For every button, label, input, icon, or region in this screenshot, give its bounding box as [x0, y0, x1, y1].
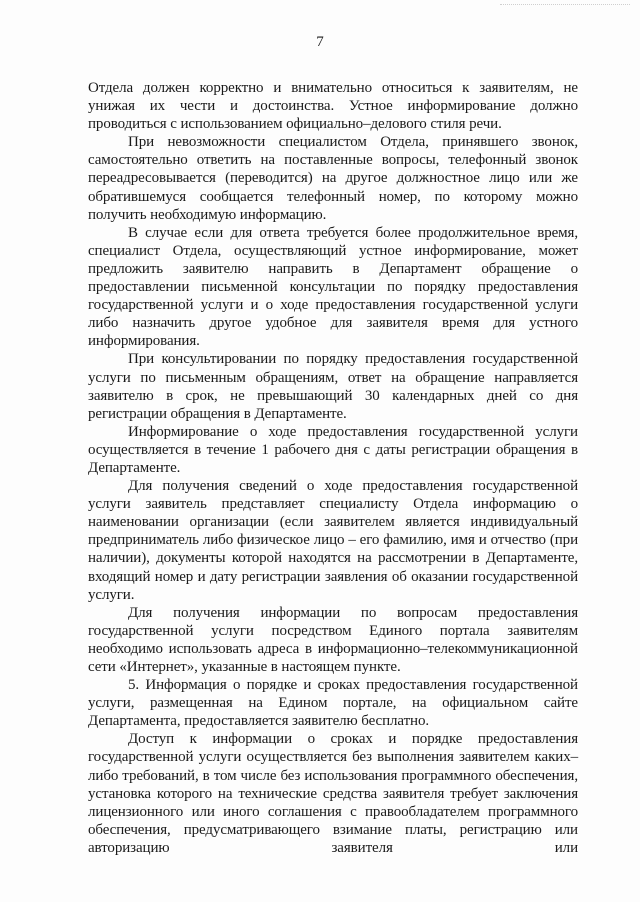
- paragraph-2: При невозможности специалистом Отдела, принявшего звонок, самостоятельно ответить на поставленные вопросы, телефонный звонок переадресовывается (переводится) на другое должностное лицо или же обратившемуся сообщается телефонный номер, по которому можно получить необходимую информацию.: [88, 134, 578, 223]
- paragraph-6: Для получения сведений о ходе предоставления государственной услуги заявитель представляет специалисту Отдела информацию о наименовании организации (если заявителем является индивидуальный предприниматель либо физическое лицо – его фамилию, имя и отчество (при наличии), документы которой находятся на рассмотрении в Департаменте, входящий номер и дату регистрации заявления об оказании государственной услуги.: [88, 478, 578, 603]
- document-body: [88, 79, 578, 857]
- scan-artifact: [500, 4, 630, 7]
- paragraph-5: Информирование о ходе предоставления государственной услуги осуществляется в течение 1 рабочего дня с даты регистрации обращения в Департаменте.: [88, 423, 578, 476]
- paragraph-9: Доступ к информации о сроках и порядке предоставления государственной услуги осуществляется без выполнения заявителем каких–либо требований, в том числе без использования программного обеспечения, установка которого на технические средства заявителя требует заключения лицензионного или иного соглашения с правообладателем программного обеспечения, предусматривающего взимание платы, регистрацию или авторизацию заявителя или: [88, 731, 578, 856]
- paragraph-3: В случае если для ответа требуется более продолжительное время, специалист Отдела, осуществляющий устное информирование, может предложить заявителю направить в Департамент обращение о предоставлении письменной консультации по порядку предоставления государственной услуги и о ходе предоставления государственной услуги либо назначить другое удобное для заявителя время для устного информирования.: [88, 224, 578, 350]
- paragraph-1: Отдела должен корректно и внимательно относиться к заявителям, не унижая их чести и достоинства. Устное информирование должно проводиться с использованием официально–делового стиля речи.: [88, 80, 578, 133]
- paragraph-7: Для получения информации по вопросам предоставления государственной услуги посредством Единого портала заявителям необходимо использовать адреса в информационно–телекоммуникационной сети «Интернет», указанные в настоящем пункте.: [88, 604, 578, 675]
- paragraph-4: При консультировании по порядку предоставления государственной услуги по письменным обращениям, ответ на обращение направляется заявителю в срок, не превышающий 30 календарных дней со дня регистрации обращения в Департаменте.: [88, 351, 578, 422]
- paragraph-8: 5. Информация о порядке и сроках предоставления государственной услуги, размещенная на Едином портале, на официальном сайте Департамента, предоставляется заявителю бесплатно.: [88, 677, 578, 730]
- page-number: 7: [316, 34, 324, 50]
